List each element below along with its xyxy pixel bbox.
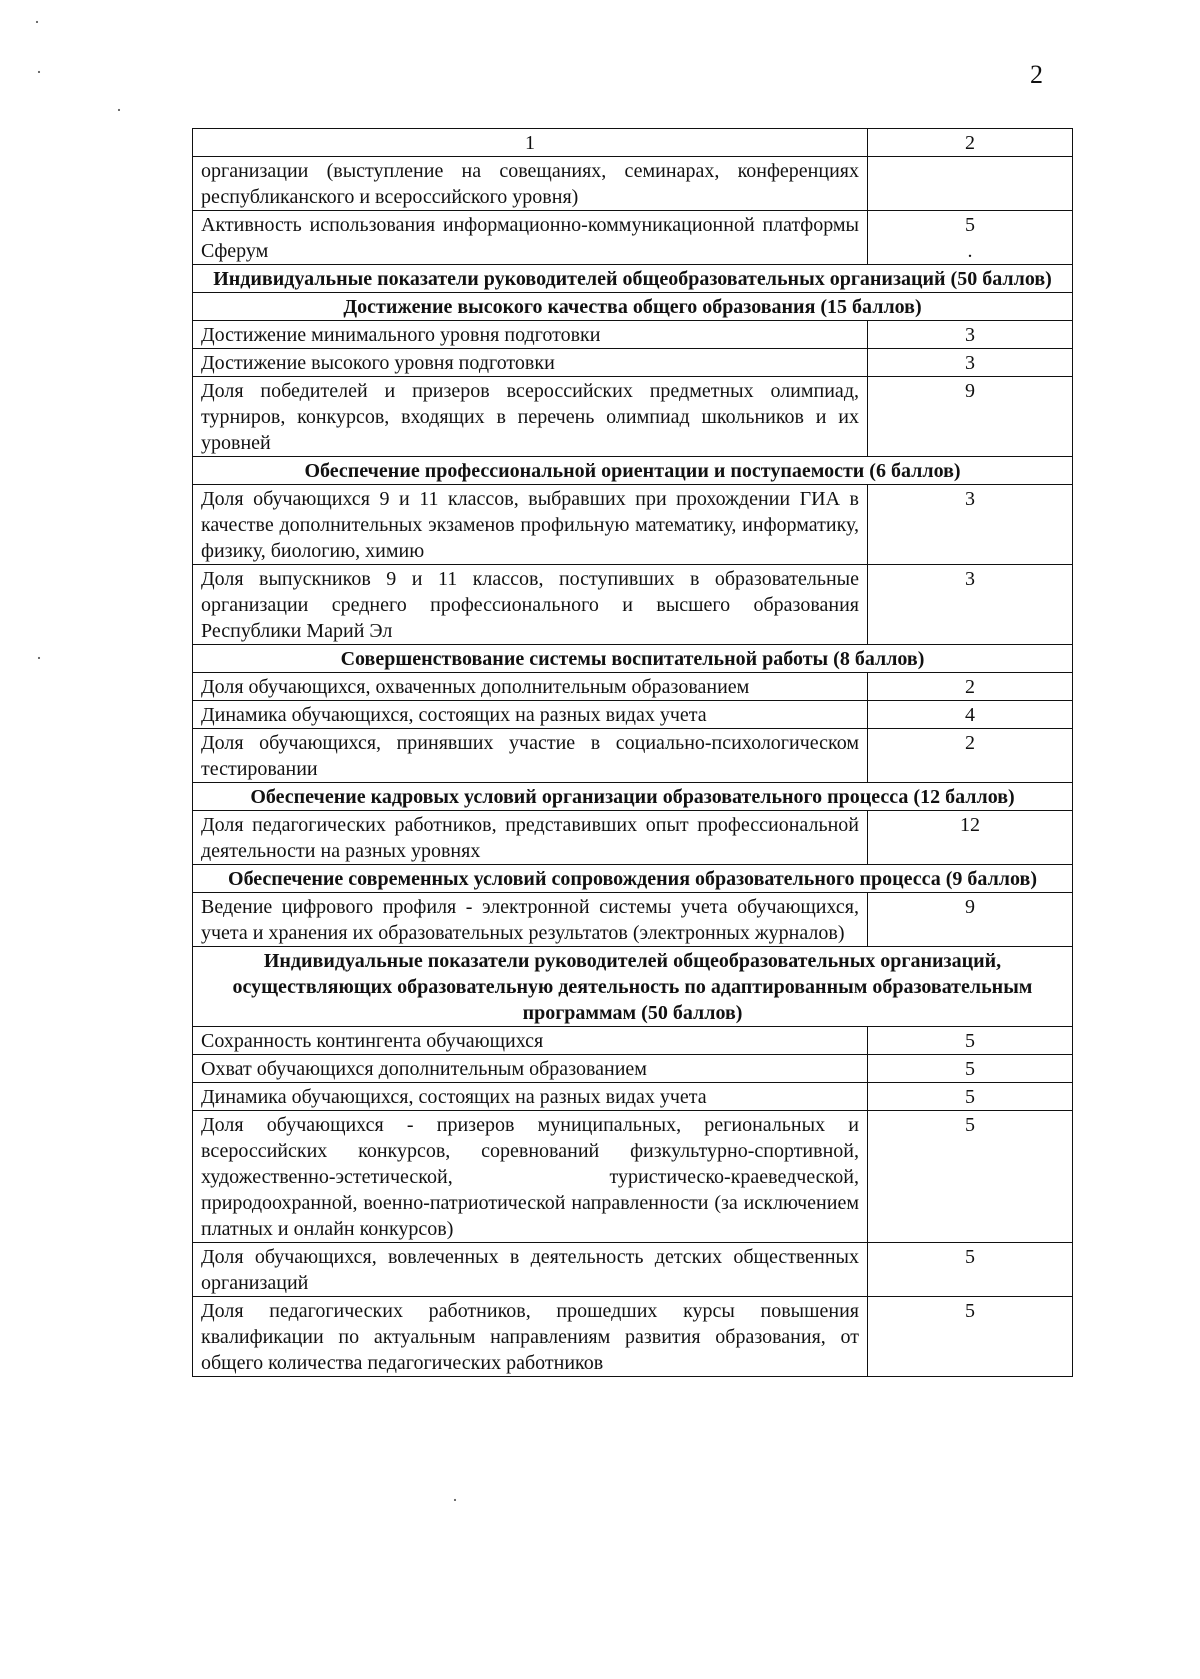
score-value: 3 — [965, 568, 975, 590]
indicator-text: Сохранность контингента обучающихся — [193, 1027, 868, 1055]
table-row — [193, 1027, 1073, 1055]
table-row — [193, 211, 1073, 265]
table-row — [193, 1111, 1073, 1243]
table-row — [193, 811, 1073, 865]
indicator-text: Доля обучающихся, вовлеченных в деятельность детских общественных организаций — [193, 1243, 868, 1297]
indicator-score — [868, 565, 1073, 645]
indicator-score — [868, 701, 1073, 729]
indicator-text: Доля обучающихся - призеров муниципальных, региональных и всероссийских конкурсов, соревнований физкультурно-спортивной, художественно-эстетической, туристическо-краеведческой, природоохранной, военно-патриотической направленности (за исключением платных и онлайн конкурсов) — [193, 1111, 868, 1243]
table-row — [193, 157, 1073, 211]
section-title: Совершенствование системы воспитательной работы (8 баллов) — [193, 645, 1073, 673]
table-row — [193, 701, 1073, 729]
score-value: 3 — [965, 352, 975, 374]
indicator-score — [868, 673, 1073, 701]
score-value: 3 — [965, 324, 975, 346]
indicator-score — [868, 157, 1073, 211]
score-value: 3 — [965, 488, 975, 510]
indicator-text: Активность использования информационно-коммуникационной платформы Сферум — [193, 211, 868, 265]
indicator-text: Доля обучающихся, принявших участие в социально-психологическом тестировании — [193, 729, 868, 783]
indicator-text: Достижение минимального уровня подготовки — [193, 321, 868, 349]
indicator-text: Ведение цифрового профиля - электронной системы учета обучающихся, учета и хранения их образовательных результатов (электронных журналов) — [193, 893, 868, 947]
section-header-row — [193, 865, 1073, 893]
scan-speck: · — [34, 12, 40, 32]
criteria-table — [192, 128, 1073, 1377]
indicator-text: Доля победителей и призеров всероссийских предметных олимпиад, турниров, конкурсов, входящих в перечень олимпиад школьников и их уровней — [193, 377, 868, 457]
score-value: 5 — [965, 1246, 975, 1268]
indicator-score — [868, 1243, 1073, 1297]
indicator-text: Доля педагогических работников, представивших опыт профессиональной деятельности на разных уровнях — [193, 811, 868, 865]
table-row — [193, 565, 1073, 645]
indicator-score — [868, 1027, 1073, 1055]
scan-speck: · — [116, 100, 122, 120]
indicator-score — [868, 349, 1073, 377]
section-title: Обеспечение профессиональной ориентации и поступаемости (6 баллов) — [193, 457, 1073, 485]
scan-speck: · — [36, 648, 42, 668]
indicator-score — [868, 1083, 1073, 1111]
section-header-row — [193, 265, 1073, 293]
table-row — [193, 729, 1073, 783]
indicator-score — [868, 1297, 1073, 1377]
scan-speck: · — [452, 1490, 458, 1510]
indicator-score — [868, 321, 1073, 349]
score-value: 9 — [965, 896, 975, 918]
score-value: 4 — [965, 704, 975, 726]
indicator-text: Доля обучающихся 9 и 11 классов, выбравших при прохождении ГИА в качестве дополнительных экзаменов профильную математику, информатику, физику, биологию, химию — [193, 485, 868, 565]
score-mark: . — [967, 240, 973, 262]
section-header-row — [193, 947, 1073, 1027]
indicator-score — [868, 377, 1073, 457]
table-row — [193, 1083, 1073, 1111]
score-value: 5 — [965, 214, 975, 236]
table-header-row — [193, 129, 1073, 157]
section-header-row — [193, 783, 1073, 811]
page-number: 2 — [1030, 60, 1043, 89]
indicator-score — [868, 893, 1073, 947]
section-title: Достижение высокого качества общего образования (15 баллов) — [193, 293, 1073, 321]
score-value: 5 — [965, 1114, 975, 1136]
table-row — [193, 673, 1073, 701]
score-value: 12 — [960, 814, 980, 836]
score-value: 2 — [965, 732, 975, 754]
scan-speck: · — [36, 62, 42, 82]
indicator-score — [868, 485, 1073, 565]
section-title: Обеспечение кадровых условий организации образовательного процесса (12 баллов) — [193, 783, 1073, 811]
indicator-text: Доля обучающихся, охваченных дополнительным образованием — [193, 673, 868, 701]
indicator-text: Доля выпускников 9 и 11 классов, поступивших в образовательные организации среднего профессионального и высшего образования Республики Марий Эл — [193, 565, 868, 645]
table-row — [193, 1055, 1073, 1083]
indicator-score — [868, 1055, 1073, 1083]
section-header-row — [193, 293, 1073, 321]
score-value: 9 — [965, 380, 975, 402]
table-row — [193, 377, 1073, 457]
indicator-text: организации (выступление на совещаниях, семинарах, конференциях республиканского и всероссийского уровня) — [193, 157, 868, 211]
indicator-text: Динамика обучающихся, состоящих на разных видах учета — [193, 701, 868, 729]
score-value: 5 — [965, 1086, 975, 1108]
indicator-score — [868, 811, 1073, 865]
table-row — [193, 485, 1073, 565]
header-col-2: 2 — [868, 129, 1073, 157]
indicator-score — [868, 729, 1073, 783]
indicator-text: Доля педагогических работников, прошедших курсы повышения квалификации по актуальным направлениям развития образования, от общего количества педагогических работников — [193, 1297, 868, 1377]
section-title: Обеспечение современных условий сопровождения образовательного процесса (9 баллов) — [193, 865, 1073, 893]
section-header-row — [193, 457, 1073, 485]
score-value: 5 — [965, 1030, 975, 1052]
header-col-1: 1 — [193, 129, 868, 157]
section-title: Индивидуальные показатели руководителей общеобразовательных организаций, осуществляющих образовательную деятельность по адаптированным образовательным программам (50 баллов) — [193, 947, 1073, 1027]
section-title: Индивидуальные показатели руководителей общеобразовательных организаций (50 баллов) — [193, 265, 1073, 293]
indicator-text: Динамика обучающихся, состоящих на разных видах учета — [193, 1083, 868, 1111]
indicator-score — [868, 211, 1073, 265]
table-row — [193, 1243, 1073, 1297]
score-value: 2 — [965, 676, 975, 698]
score-value: 5 — [965, 1058, 975, 1080]
table-row — [193, 349, 1073, 377]
table-row — [193, 321, 1073, 349]
section-header-row — [193, 645, 1073, 673]
indicator-text: Охват обучающихся дополнительным образованием — [193, 1055, 868, 1083]
table-row — [193, 1297, 1073, 1377]
table-row — [193, 893, 1073, 947]
score-value: 5 — [965, 1300, 975, 1322]
indicator-score — [868, 1111, 1073, 1243]
indicator-text: Достижение высокого уровня подготовки — [193, 349, 868, 377]
